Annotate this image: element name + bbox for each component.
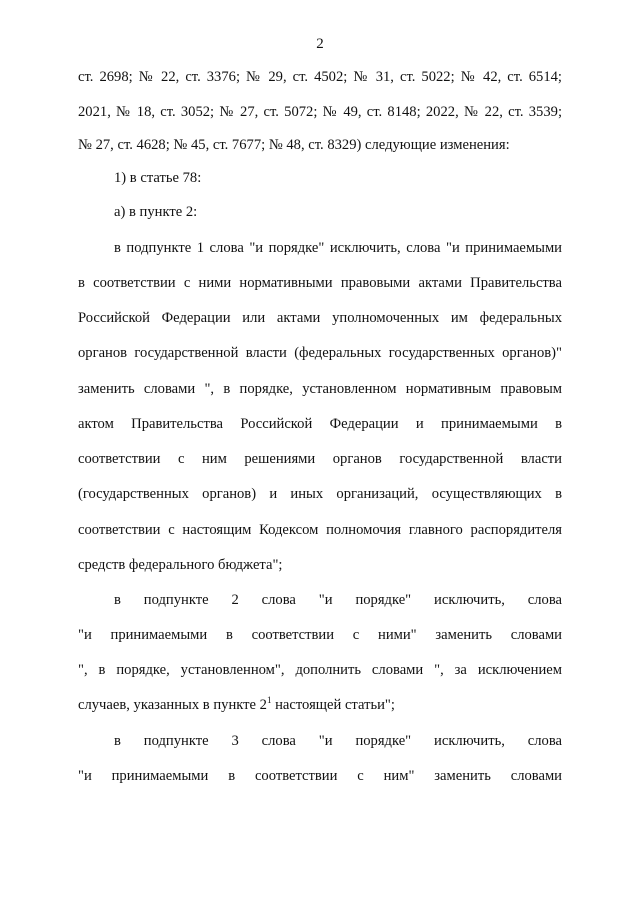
text-line: [78, 414, 562, 434]
text-line: [114, 731, 562, 751]
text-line-content: в подпункте 2 слова "и порядке" исключить, слова: [114, 592, 562, 608]
text-line-content: "и принимаемыми в соответствии с ним" заменить словами: [78, 768, 562, 784]
text-line-content: 2021, № 18, ст. 3052; № 27, ст. 5072; № 49, ст. 8148; 2022, № 22, ст. 3539;: [78, 104, 562, 120]
text-line-content: № 27, ст. 4628; № 45, ст. 7677; № 48, ст. 8329) следующие изменения:: [78, 137, 510, 153]
text-line-content: заменить словами ", в порядке, установленном нормативным правовым: [78, 381, 562, 397]
text-line-content: в подпункте 3 слова "и порядке" исключить, слова: [114, 733, 562, 749]
text-line: [78, 102, 562, 122]
text-line-content: 1) в статье 78:: [114, 170, 202, 186]
text-line: [78, 379, 562, 399]
text-line: [114, 590, 562, 610]
text-line: [78, 520, 562, 540]
text-line: [78, 660, 562, 680]
text-line: [114, 238, 562, 258]
text-line-content: ст. 2698; № 22, ст. 3376; № 29, ст. 4502; № 31, ст. 5022; № 42, ст. 6514;: [78, 69, 562, 85]
text-line-content: актом Правительства Российской Федерации и принимаемыми в: [78, 416, 562, 432]
text-line-content: Российской Федерации или актами уполномоченных им федеральных: [78, 310, 562, 326]
text-line: [78, 695, 562, 715]
text-line-content: в подпункте 1 слова "и порядке" исключить, слова "и принимаемыми: [114, 240, 562, 256]
text-line-content: в соответствии с ними нормативными правовыми актами Правительства: [78, 275, 562, 291]
text-line: [78, 766, 562, 786]
text-line: [78, 343, 562, 363]
text-line: [78, 135, 562, 155]
text-line: [78, 625, 562, 645]
text-line-content: соответствии с настоящим Кодексом полномочия главного распорядителя: [78, 522, 562, 538]
text-line: [78, 308, 562, 328]
superscript: 1: [266, 695, 272, 705]
text-line-content: (государственных органов) и иных организаций, осуществляющих в: [78, 486, 562, 502]
text-line-content: а) в пункте 2:: [114, 204, 198, 220]
text-line-content: соответствии с ним решениями органов государственной власти: [78, 451, 562, 467]
text-line-content: случаев, указанных в пункте 2: [78, 697, 267, 713]
text-line: [78, 484, 562, 504]
page-number: 2: [316, 36, 324, 52]
text-line-content: "и принимаемыми в соответствии с ними" заменить словами: [78, 627, 562, 643]
text-line: [78, 67, 562, 87]
text-line-content: средств федерального бюджета";: [78, 557, 283, 573]
text-line: [78, 555, 562, 575]
text-line: [114, 168, 562, 188]
text-line-content: настоящей статьи";: [271, 697, 395, 713]
text-line: [78, 449, 562, 469]
text-line-content: органов государственной власти (федеральных государственных органов)": [78, 345, 562, 361]
text-line: [114, 202, 562, 222]
text-line: [78, 273, 562, 293]
text-line-content: ", в порядке, установленном", дополнить словами ", за исключением: [78, 662, 562, 678]
